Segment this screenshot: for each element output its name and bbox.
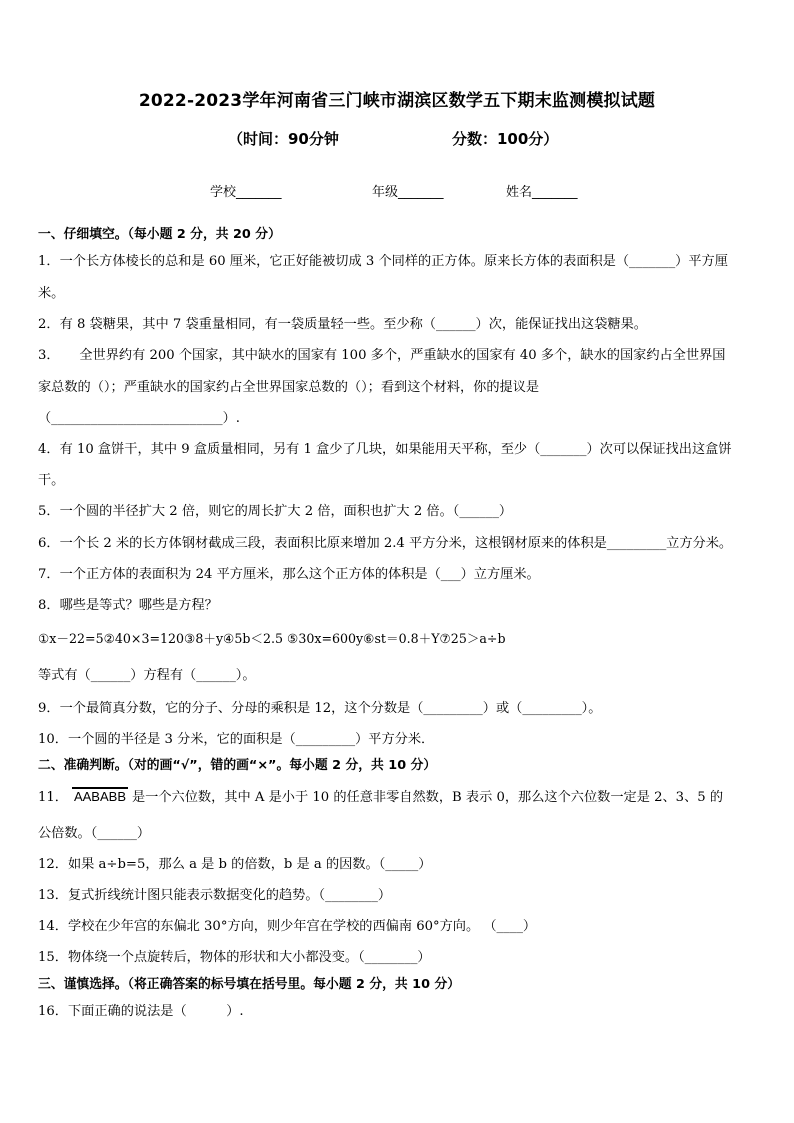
section-heading: 三、谨慎选择。（将正确答案的标号填在括号里。每小题 2 分，共 10 分） (38, 977, 461, 992)
question-8-items: ①x－22=5②40×3=120③8＋y④5b＜2.5 ⑤30x=600y⑥st＝0.8＋Y⑦25＞a÷b (38, 631, 506, 646)
question-2: 2．有 8 袋糖果，其中 7 袋重量相同，有一袋质量轻一些。至少称（______）次，能保证找出这袋糖果。 (38, 317, 647, 332)
question-8-answer: 等式有（______）方程有（______）。 (38, 668, 256, 683)
question-9: 9．一个最简真分数，它的分子、分母的乘积是 12，这个分数是（_________）或（_________）。 (38, 701, 602, 716)
exam-time: （时间：90分钟 (228, 130, 339, 148)
section-heading: 一、仔细填空。（每小题 2 分，共 20 分） (38, 227, 281, 242)
question-11 (38, 786, 723, 805)
question-4-cont: 干。 (38, 473, 65, 488)
question-13: 13．复式折线统计图只能表示数据变化的趋势。（________） (38, 888, 392, 903)
exam-score: 分数：100分） (452, 130, 559, 148)
question-11-text: 是一个六位数，其中 A 是小于 10 的任意非零自然数，B 表示 0，那么这个六位数一定是 2、3、5 的 (132, 790, 724, 805)
page-title: 2022-2023学年河南省三门峡市湖滨区数学五下期末监测模拟试题 (138, 91, 656, 111)
question-3: 3． 全世界约有 200 个国家，其中缺水的国家有 100 多个，严重缺水的国家有 40 多个，缺水的国家约占全世界国 (38, 348, 726, 363)
grade-field: 年级_______ (372, 185, 444, 200)
question-3-blank: （__________________________）. (38, 411, 241, 426)
question-16: 16．下面正确的说法是（ ）. (38, 1004, 244, 1019)
question-4: 4．有 10 盒饼干，其中 9 盒质量相同，另有 1 盒少了几块，如果能用天平称，至少（_______）次可以保证找出这盒饼 (38, 442, 732, 457)
overlined-number: AABABB (73, 789, 126, 804)
name-field: 姓名_______ (506, 185, 578, 200)
question-1: 1．一个长方体棱长的总和是 60 厘米，它正好能被切成 3 个同样的正方体。原来长方体的表面积是（_______）平方厘 (38, 254, 728, 269)
question-8: 8．哪些是等式？哪些是方程？ (38, 598, 218, 613)
question-10: 10．一个圆的半径是 3 分米，它的面积是（_________）平方分米． (38, 732, 435, 747)
question-7: 7．一个正方体的表面积为 24 平方厘米，那么这个正方体的体积是（___）立方厘米。 (38, 567, 540, 582)
question-3-cont: 家总数的（）；严重缺水的国家约占全世界国家总数的（）；看到这个材料，你的提议是 (38, 380, 540, 395)
school-field: 学校_______ (210, 185, 282, 200)
question-number: 11． (38, 790, 68, 805)
question-6: 6．一个长 2 米的长方体钢材截成三段，表面积比原来增加 2.4 平方分米，这根钢材原来的体积是_________立方分米。 (38, 536, 733, 551)
question-15: 15．物体绕一个点旋转后，物体的形状和大小都没变。（________） (38, 950, 431, 965)
question-12: 12．如果 a÷b=5，那么 a 是 b 的倍数，b 是 a 的因数。（_____） (38, 857, 432, 872)
question-14: 14．学校在少年宫的东偏北 30°方向，则少年宫在学校的西偏南 60°方向。 （____） (38, 919, 537, 934)
question-5: 5．一个圆的半径扩大 2 倍，则它的周长扩大 2 倍，面积也扩大 2 倍。（______） (38, 504, 513, 519)
question-11-cont: 公倍数。（______） (38, 826, 151, 841)
section-heading: 二、准确判断。（对的画“√”，错的画“×”。每小题 2 分，共 10 分） (38, 758, 437, 773)
question-1-cont: 米。 (38, 286, 65, 301)
